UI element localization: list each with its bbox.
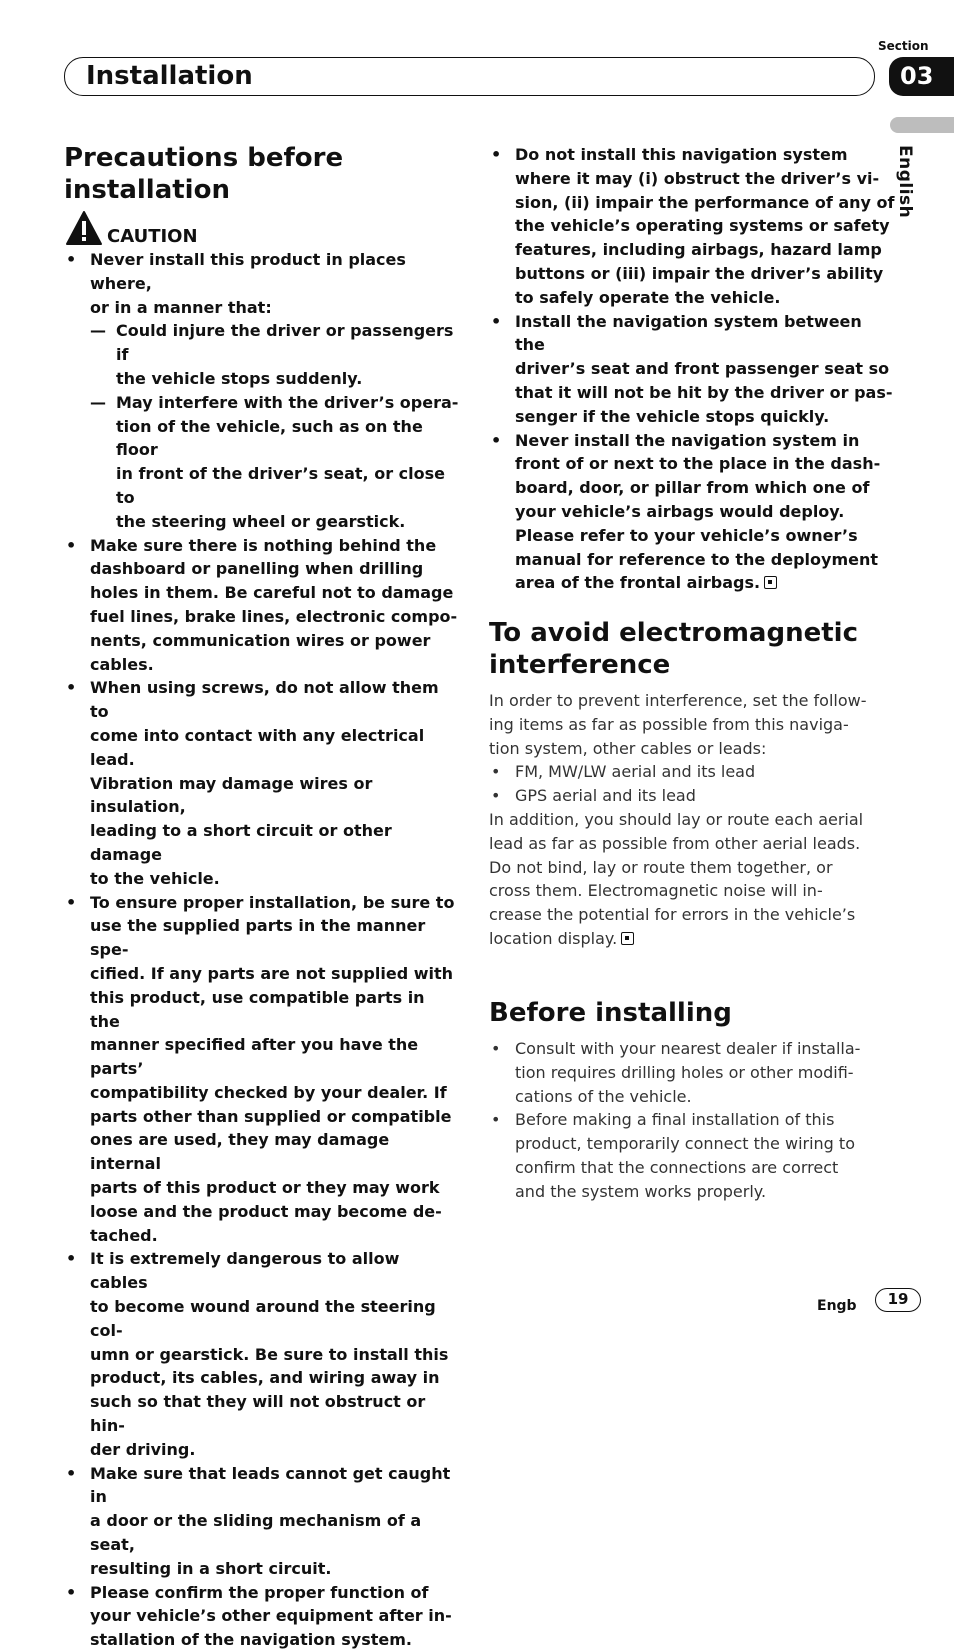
- text-line: dashboard or panelling when drilling: [90, 559, 424, 579]
- text-line: In addition, you should lay or route each aerial: [489, 809, 864, 829]
- text-line: your vehicle’s other equipment after in-: [90, 1606, 452, 1626]
- text-line: use the supplied parts in the manner spe-: [90, 916, 426, 960]
- text-line: product, its cables, and wiring away in: [90, 1368, 440, 1388]
- text-line: ing items as far as possible from this naviga-: [489, 714, 849, 734]
- list-item: [515, 310, 895, 429]
- text-line: parts other than supplied or compatible: [90, 1106, 452, 1126]
- text-line: nents, communication wires or power: [90, 630, 431, 650]
- before-installing-heading: Before installing: [489, 998, 732, 1028]
- text-line: Do not bind, lay or route them together, or: [489, 857, 833, 877]
- section-number-badge: 03: [889, 57, 954, 96]
- text-line: your vehicle’s airbags would deploy.: [515, 501, 845, 521]
- list-item: [90, 1462, 460, 1581]
- list-item: [116, 391, 460, 534]
- text-line: • Never install this product in places where,: [90, 250, 406, 293]
- page-title: Installation: [86, 61, 253, 91]
- text-line: crease the potential for errors in the vehicle’s: [489, 905, 856, 925]
- text-line: cations of the vehicle.: [515, 1086, 692, 1106]
- interference-body: [489, 689, 889, 951]
- language-tab-marker: [890, 117, 954, 133]
- text-line: loose and the product may become de-: [90, 1201, 442, 1221]
- text-line: board, door, or pillar from which one of: [515, 478, 870, 498]
- text-line: • Never install the navigation system in: [515, 430, 860, 450]
- text-line: buttons or (iii) impair the driver’s ability: [515, 263, 884, 283]
- text-line: Vibration may damage wires or insulation,: [90, 773, 373, 817]
- text-line: • Consult with your nearest dealer if installa-: [515, 1039, 861, 1058]
- interference-heading: [489, 617, 858, 681]
- text-line: driver’s seat and front passenger seat so: [515, 359, 890, 379]
- text-line: product, temporarily connect the wiring to: [515, 1134, 855, 1154]
- list-item: [90, 1247, 460, 1461]
- text-line: cables.: [90, 654, 154, 674]
- text-line: senger if the vehicle stops quickly.: [515, 406, 830, 426]
- text-line: • It is extremely dangerous to allow cables: [90, 1249, 400, 1293]
- interference-heading-line1: To avoid electromagnetic: [489, 618, 858, 648]
- text-line: features, including airbags, hazard lamp: [515, 240, 882, 260]
- interference-list: [489, 760, 889, 808]
- list-item: [116, 319, 460, 390]
- list-item: [90, 676, 460, 890]
- text-line: stallation of the navigation system.: [90, 1630, 412, 1650]
- text-line: tached.: [90, 1225, 158, 1245]
- text-line: • To ensure proper installation, be sure to: [90, 892, 455, 912]
- text-line-content: area of the frontal airbags.: [515, 573, 761, 593]
- text-line-content: location display.: [489, 928, 618, 948]
- text-line: manner specified after you have the parts’: [90, 1035, 419, 1079]
- text-line: come into contact with any electrical lead.: [90, 725, 425, 769]
- text-line: [515, 571, 895, 595]
- before-installing-list: [515, 1037, 895, 1204]
- text-line: ones are used, they may damage internal: [90, 1130, 390, 1174]
- interference-heading-line2: interference: [489, 650, 671, 680]
- text-line: • When using screws, do not allow them to: [90, 678, 439, 722]
- text-line: • Do not install this navigation system: [515, 145, 848, 164]
- text-line: leading to a short circuit or other damage: [90, 821, 392, 864]
- precautions-heading-line1: Precautions before: [64, 143, 344, 173]
- text-line: in front of the driver’s seat, or close to: [116, 464, 445, 507]
- text-line: umn or gearstick. Be sure to install this: [90, 1344, 449, 1364]
- text-line: the steering wheel or gearstick.: [116, 511, 406, 531]
- text-line: • Please confirm the proper function of: [90, 1582, 429, 1602]
- warning-icon: [65, 210, 103, 250]
- list-item: • FM, MW/LW aerial and its lead: [515, 760, 889, 784]
- text-line: • Make sure there is nothing behind the: [90, 535, 437, 555]
- text-line: to safely operate the vehicle.: [515, 287, 781, 307]
- text-line: to the vehicle.: [90, 868, 220, 888]
- text-line: • Make sure that leads cannot get caught in: [90, 1463, 451, 1507]
- text-line: the vehicle’s operating systems or safety: [515, 216, 890, 236]
- list-item: [515, 1037, 895, 1108]
- list-item: [515, 429, 895, 596]
- text-line: a door or the sliding mechanism of a seat,: [90, 1511, 422, 1555]
- section-label: Section: [878, 39, 929, 53]
- caution-label: CAUTION: [107, 226, 198, 247]
- end-of-section-icon: [621, 932, 634, 945]
- text-line: confirm that the connections are correct: [515, 1157, 839, 1177]
- list-item: [90, 534, 460, 677]
- text-line: sion, (ii) impair the performance of any of: [515, 192, 895, 212]
- text-line: — Could injure the driver or passengers if: [116, 321, 454, 365]
- list-item: [515, 1108, 895, 1203]
- text-line: where it may (i) obstruct the driver’s vi-: [515, 168, 880, 188]
- text-line: [489, 927, 889, 951]
- text-line: or in a manner that:: [90, 297, 272, 317]
- text-line: such so that they will not obstruct or hin-: [90, 1392, 426, 1436]
- text-line: cified. If any parts are not supplied with: [90, 963, 454, 983]
- text-line: this product, use compatible parts in the: [90, 987, 425, 1031]
- text-line: holes in them. Be careful not to damage: [90, 583, 454, 603]
- text-line: manual for reference to the deployment: [515, 549, 879, 569]
- text-line: the vehicle stops suddenly.: [116, 368, 363, 388]
- text-line: fuel lines, brake lines, electronic compo-: [90, 606, 458, 626]
- text-line: compatibility checked by your dealer. If: [90, 1082, 447, 1102]
- list-item: [90, 891, 460, 1248]
- text-line: front of or next to the place in the dash-: [515, 454, 881, 474]
- text-line: In order to prevent interference, set the follow-: [489, 691, 867, 710]
- text-line: • Before making a final installation of this: [515, 1110, 835, 1130]
- text-line: resulting in a short circuit.: [90, 1558, 332, 1578]
- text-line: to become wound around the steering col-: [90, 1297, 436, 1340]
- text-line: tion requires drilling holes or other modifi-: [515, 1062, 854, 1082]
- language-tab-label: English: [895, 145, 915, 219]
- text-line: lead as far as possible from other aerial leads.: [489, 833, 861, 853]
- text-line: Please refer to your vehicle’s owner’s: [515, 525, 858, 545]
- text-line: tion of the vehicle, such as on the floor: [116, 416, 423, 460]
- end-of-section-icon: [764, 576, 777, 589]
- text-line: • Install the navigation system between the: [515, 311, 862, 355]
- list-item: [515, 143, 895, 310]
- text-line: der driving.: [90, 1439, 196, 1459]
- list-item: • GPS aerial and its lead: [515, 784, 889, 808]
- list-item: [90, 248, 460, 319]
- precautions-list-continued: [515, 143, 895, 595]
- text-line: and the system works properly.: [515, 1181, 767, 1201]
- precautions-heading: [64, 142, 343, 206]
- text-line: that it will not be hit by the driver or pas-: [515, 382, 893, 402]
- text-line: parts of this product or they may work: [90, 1178, 440, 1198]
- precautions-list: [90, 248, 460, 1652]
- text-line: cross them. Electromagnetic noise will in-: [489, 881, 823, 901]
- language-code: Engb: [817, 1298, 857, 1314]
- page-number: 19: [875, 1288, 921, 1312]
- list-item: [90, 1581, 460, 1652]
- sub-list: [90, 319, 460, 533]
- precautions-heading-line2: installation: [64, 175, 230, 205]
- text-line: tion system, other cables or leads:: [489, 738, 767, 758]
- text-line: — May interfere with the driver’s opera-: [116, 392, 459, 412]
